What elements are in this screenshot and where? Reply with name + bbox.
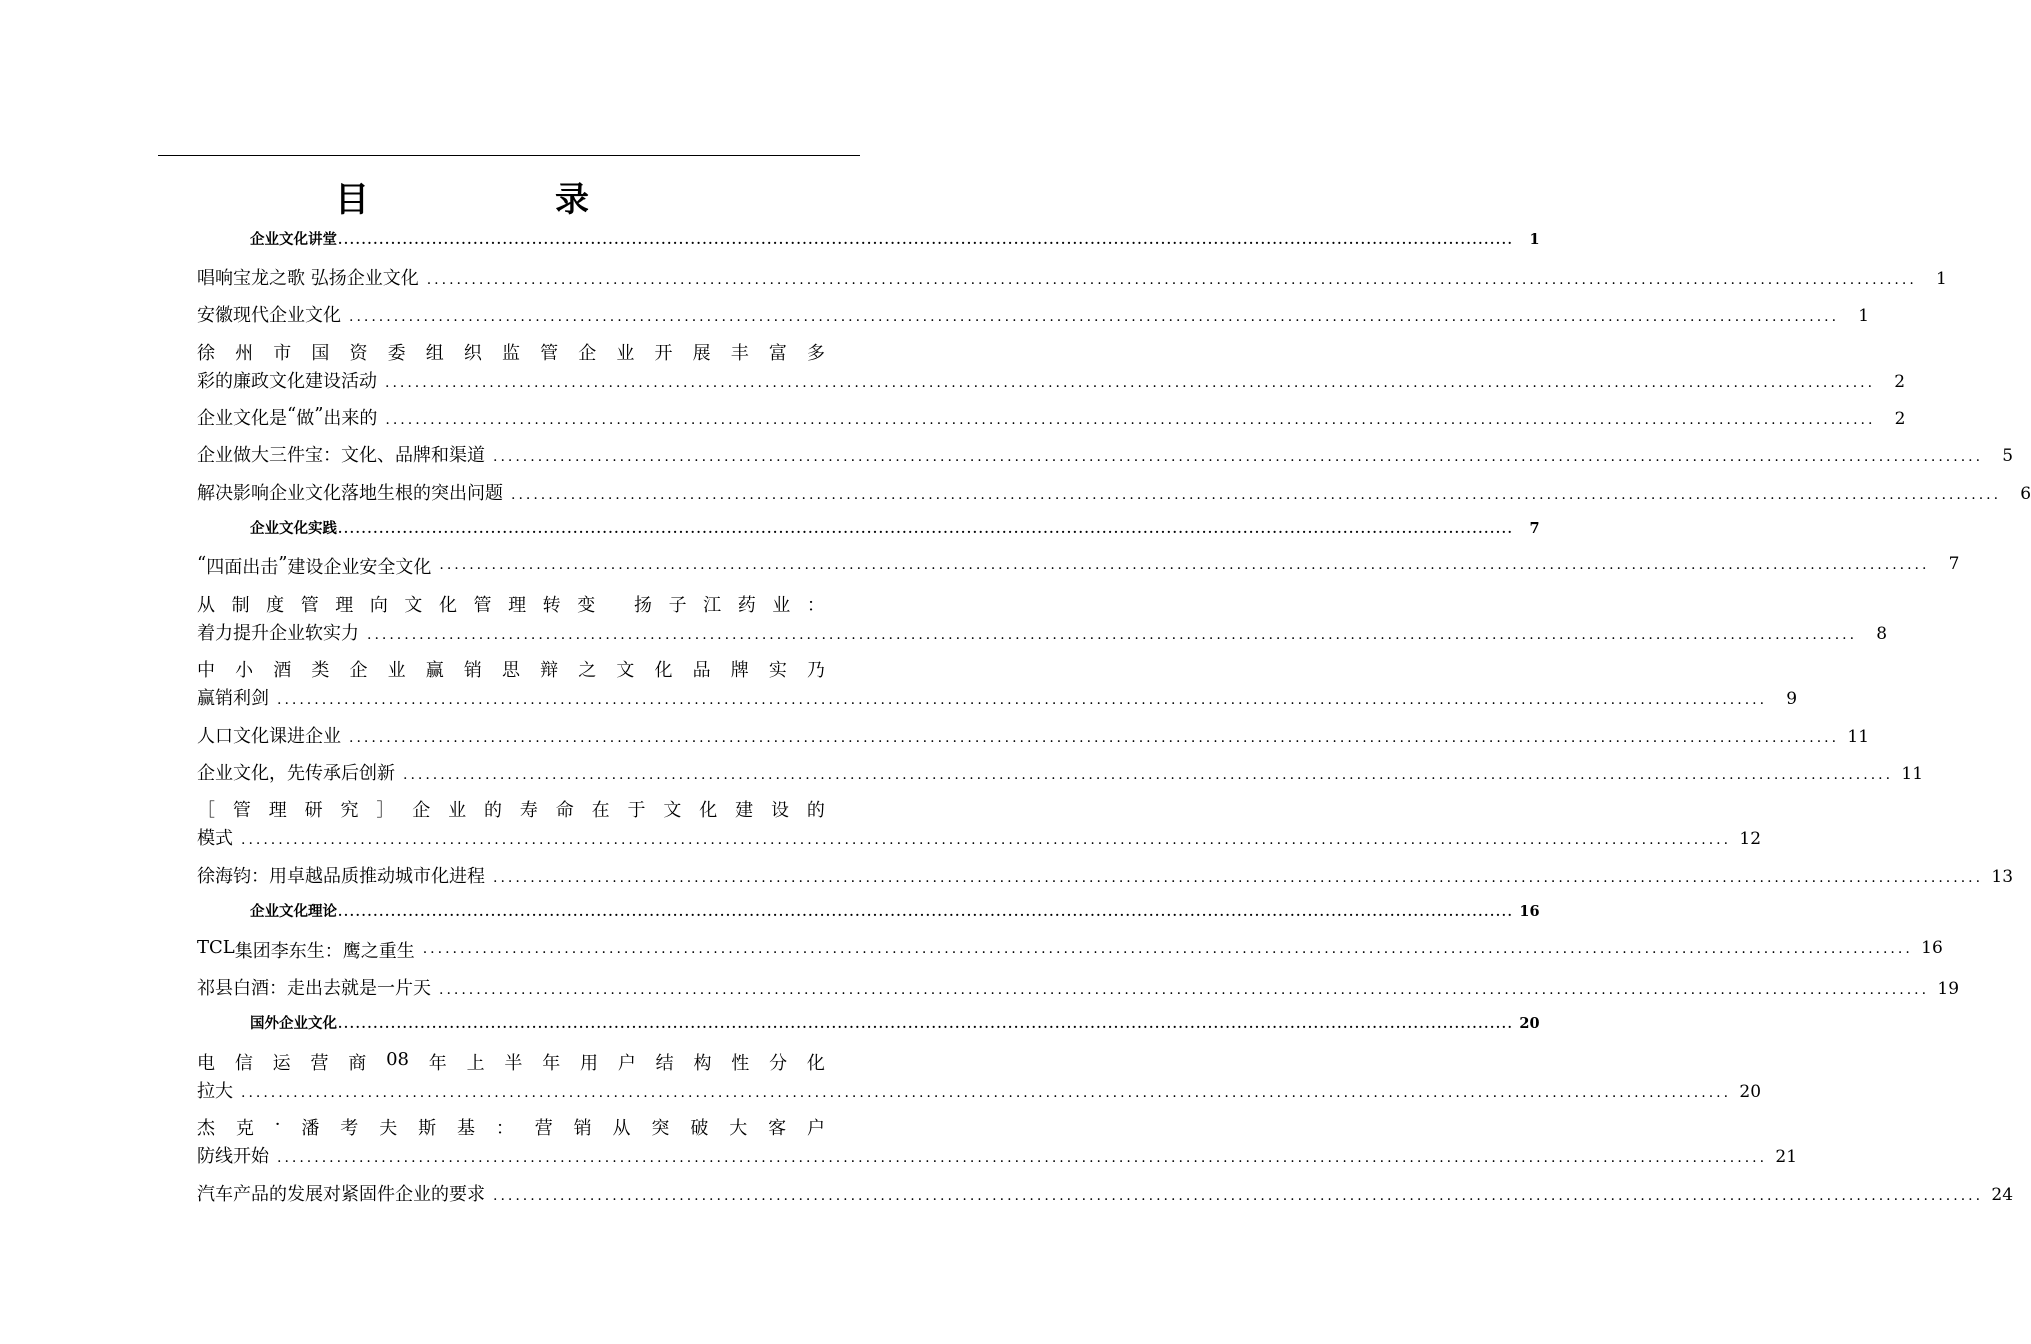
page-number: 24 (1991, 1185, 2014, 1205)
page-number: 9 (1786, 689, 1798, 709)
dot-leader: ........................................................................................................................................................................................................ (426, 272, 1917, 288)
entry-first-line: 电 信 运 营 商 08 年 上 半 年 用 户 结 构 性 分 化 (197, 1049, 825, 1074)
entry-title: 拉 大 (197, 1081, 233, 1102)
dot-leader: ........................................................................................................................................................................................................ (349, 309, 1840, 325)
toc-entry[interactable] (197, 1142, 1798, 1168)
entry-first-line: 中 小 酒 类 企 业 赢 销 思 辩 之 文 化 品 牌 实 乃 (197, 660, 825, 681)
dot-leader: ........................................................................................................................................................................................................ (338, 522, 1514, 536)
toc-entry[interactable] (197, 301, 1870, 327)
toc-entry[interactable] (197, 722, 1870, 748)
page-number: 11 (1901, 764, 1924, 784)
toc-section[interactable] (250, 517, 1540, 538)
toc-section[interactable] (250, 228, 1540, 249)
toc-entry[interactable] (197, 937, 1943, 963)
toc-title: 目 录 (335, 180, 665, 220)
entry-title: 模 式 (197, 828, 233, 849)
toc-entry[interactable] (197, 1077, 1762, 1103)
entry-title: TCL 集 团 李 东 生 ： 鹰 之 重 生 (197, 937, 415, 962)
page-number: 6 (2020, 484, 2031, 504)
dot-leader: ........................................................................................................................................................................................................ (277, 1150, 1768, 1166)
toc-entry[interactable] (197, 441, 2014, 467)
toc-section[interactable] (250, 1012, 1540, 1033)
toc-entry[interactable] (197, 824, 1762, 850)
dot-leader: ........................................................................................................................................................................................................ (241, 832, 1732, 848)
page-number: 20 (1519, 1015, 1540, 1032)
entry-title: 彩 的 廉 政 文 化 建 设 活 动 (197, 371, 377, 392)
entry-first-line: 杰 克 · 潘 考 夫 斯 基 ： 营 销 从 突 破 大 客 户 (197, 1114, 825, 1139)
entry-title: 企 业 文 化 ， 先 传 承 后 创 新 (197, 763, 395, 784)
dot-leader: ........................................................................................................................................................................................................ (493, 1188, 1984, 1204)
dot-leader: ........................................................................................................................................................................................................ (338, 233, 1514, 247)
dot-leader: ........................................................................................................................................................................................................ (439, 557, 1930, 573)
dot-leader: ........................................................................................................................................................................................................ (511, 487, 2002, 503)
entry-title: 安 徽 现 代 企 业 文 化 (197, 305, 341, 326)
page-number: 5 (2002, 446, 2014, 466)
dot-leader: ........................................................................................................................................................................................................ (277, 692, 1768, 708)
dot-leader: ........................................................................................................................................................................................................ (493, 449, 1984, 465)
toc-entry[interactable] (197, 404, 1906, 430)
toc-entry[interactable] (197, 862, 2014, 888)
toc-entry[interactable] (197, 479, 2031, 505)
dot-leader: ........................................................................................................................................................................................................ (367, 627, 1858, 643)
page-number: 16 (1921, 938, 1943, 958)
toc-entry[interactable] (197, 684, 1798, 710)
page-number: 8 (1876, 624, 1888, 644)
page-number: 2 (1894, 372, 1906, 392)
dot-leader: ........................................................................................................................................................................................................ (403, 767, 1894, 783)
page-number: 12 (1739, 829, 1762, 849)
entry-first-line: 从 制 度 管 理 向 文 化 管 理 转 变 扬 子 江 药 业 ： (197, 595, 825, 616)
entry-title: 唱 响 宝 龙 之 歌 弘 扬 企 业 文 化 (197, 268, 419, 289)
toc-entry[interactable] (197, 1180, 2014, 1206)
section-label: 企业文化理论 (250, 903, 337, 920)
page-number: 2 (1894, 409, 1906, 429)
dot-leader: ........................................................................................................................................................................................................ (422, 941, 1913, 957)
page-number: 21 (1775, 1147, 1798, 1167)
section-label: 企业文化实践 (250, 520, 337, 537)
toc-section[interactable] (250, 900, 1540, 921)
page-number: 7 (1948, 554, 1960, 574)
entry-title: 企 业 做 大 三 件 宝 ： 文 化 、 品 牌 和 渠 道 (197, 445, 485, 466)
entry-title: 解 决 影 响 企 业 文 化 落 地 生 根 的 突 出 问 题 (197, 483, 503, 504)
toc-entry[interactable] (197, 367, 1906, 393)
entry-title: 汽 车 产 品 的 发 展 对 紧 固 件 企 业 的 要 求 (197, 1184, 485, 1205)
entry-first-line: ［ 管 理 研 究 ］ 企 业 的 寿 命 在 于 文 化 建 设 的 (197, 800, 825, 821)
page-number: 1 (1935, 269, 1947, 289)
entry-title: 着 力 提 升 企 业 软 实 力 (197, 623, 359, 644)
toc-entry[interactable] (197, 619, 1888, 645)
toc-entry[interactable] (197, 759, 1924, 785)
dot-leader: ........................................................................................................................................................................................................ (439, 982, 1930, 998)
page-number: 13 (1991, 867, 2014, 887)
toc-entry[interactable] (197, 553, 1960, 579)
page-number: 20 (1739, 1082, 1762, 1102)
entry-title: 赢 销 利 剑 (197, 688, 269, 709)
dot-leader: ........................................................................................................................................................................................................ (241, 1085, 1732, 1101)
toc-entry[interactable] (197, 264, 1947, 290)
toc-entry[interactable] (197, 974, 1960, 1000)
section-label: 国外企业文化 (250, 1015, 337, 1032)
dot-leader: ........................................................................................................................................................................................................ (349, 730, 1840, 746)
page-number: 19 (1937, 979, 1960, 999)
entry-title: “ 四 面 出 击 ” 建 设 企 业 安 全 文 化 (197, 553, 432, 578)
page-number: 16 (1519, 903, 1540, 920)
dot-leader: ........................................................................................................................................................................................................ (385, 412, 1876, 428)
dot-leader: ........................................................................................................................................................................................................ (385, 375, 1876, 391)
page-number: 11 (1847, 727, 1870, 747)
entry-title: 企 业 文 化 是 “ 做 ” 出 来 的 (197, 404, 378, 429)
entry-first-line: 徐 州 市 国 资 委 组 织 监 管 企 业 开 展 丰 富 多 (197, 343, 825, 364)
page-number: 1 (1858, 306, 1870, 326)
entry-title: 人 口 文 化 课 进 企 业 (197, 726, 341, 747)
entry-title: 徐 海 钧 ： 用 卓 越 品 质 推 动 城 市 化 进 程 (197, 866, 485, 887)
dot-leader: ........................................................................................................................................................................................................ (493, 870, 1984, 886)
page-number: 1 (1529, 231, 1540, 248)
entry-title: 防 线 开 始 (197, 1146, 269, 1167)
dot-leader: ........................................................................................................................................................................................................ (338, 1017, 1514, 1031)
dot-leader: ........................................................................................................................................................................................................ (338, 905, 1514, 919)
entry-title: 祁 县 白 酒 ： 走 出 去 就 是 一 片 天 (197, 978, 431, 999)
section-label: 企业文化讲堂 (250, 231, 337, 248)
page-number: 7 (1529, 520, 1540, 537)
